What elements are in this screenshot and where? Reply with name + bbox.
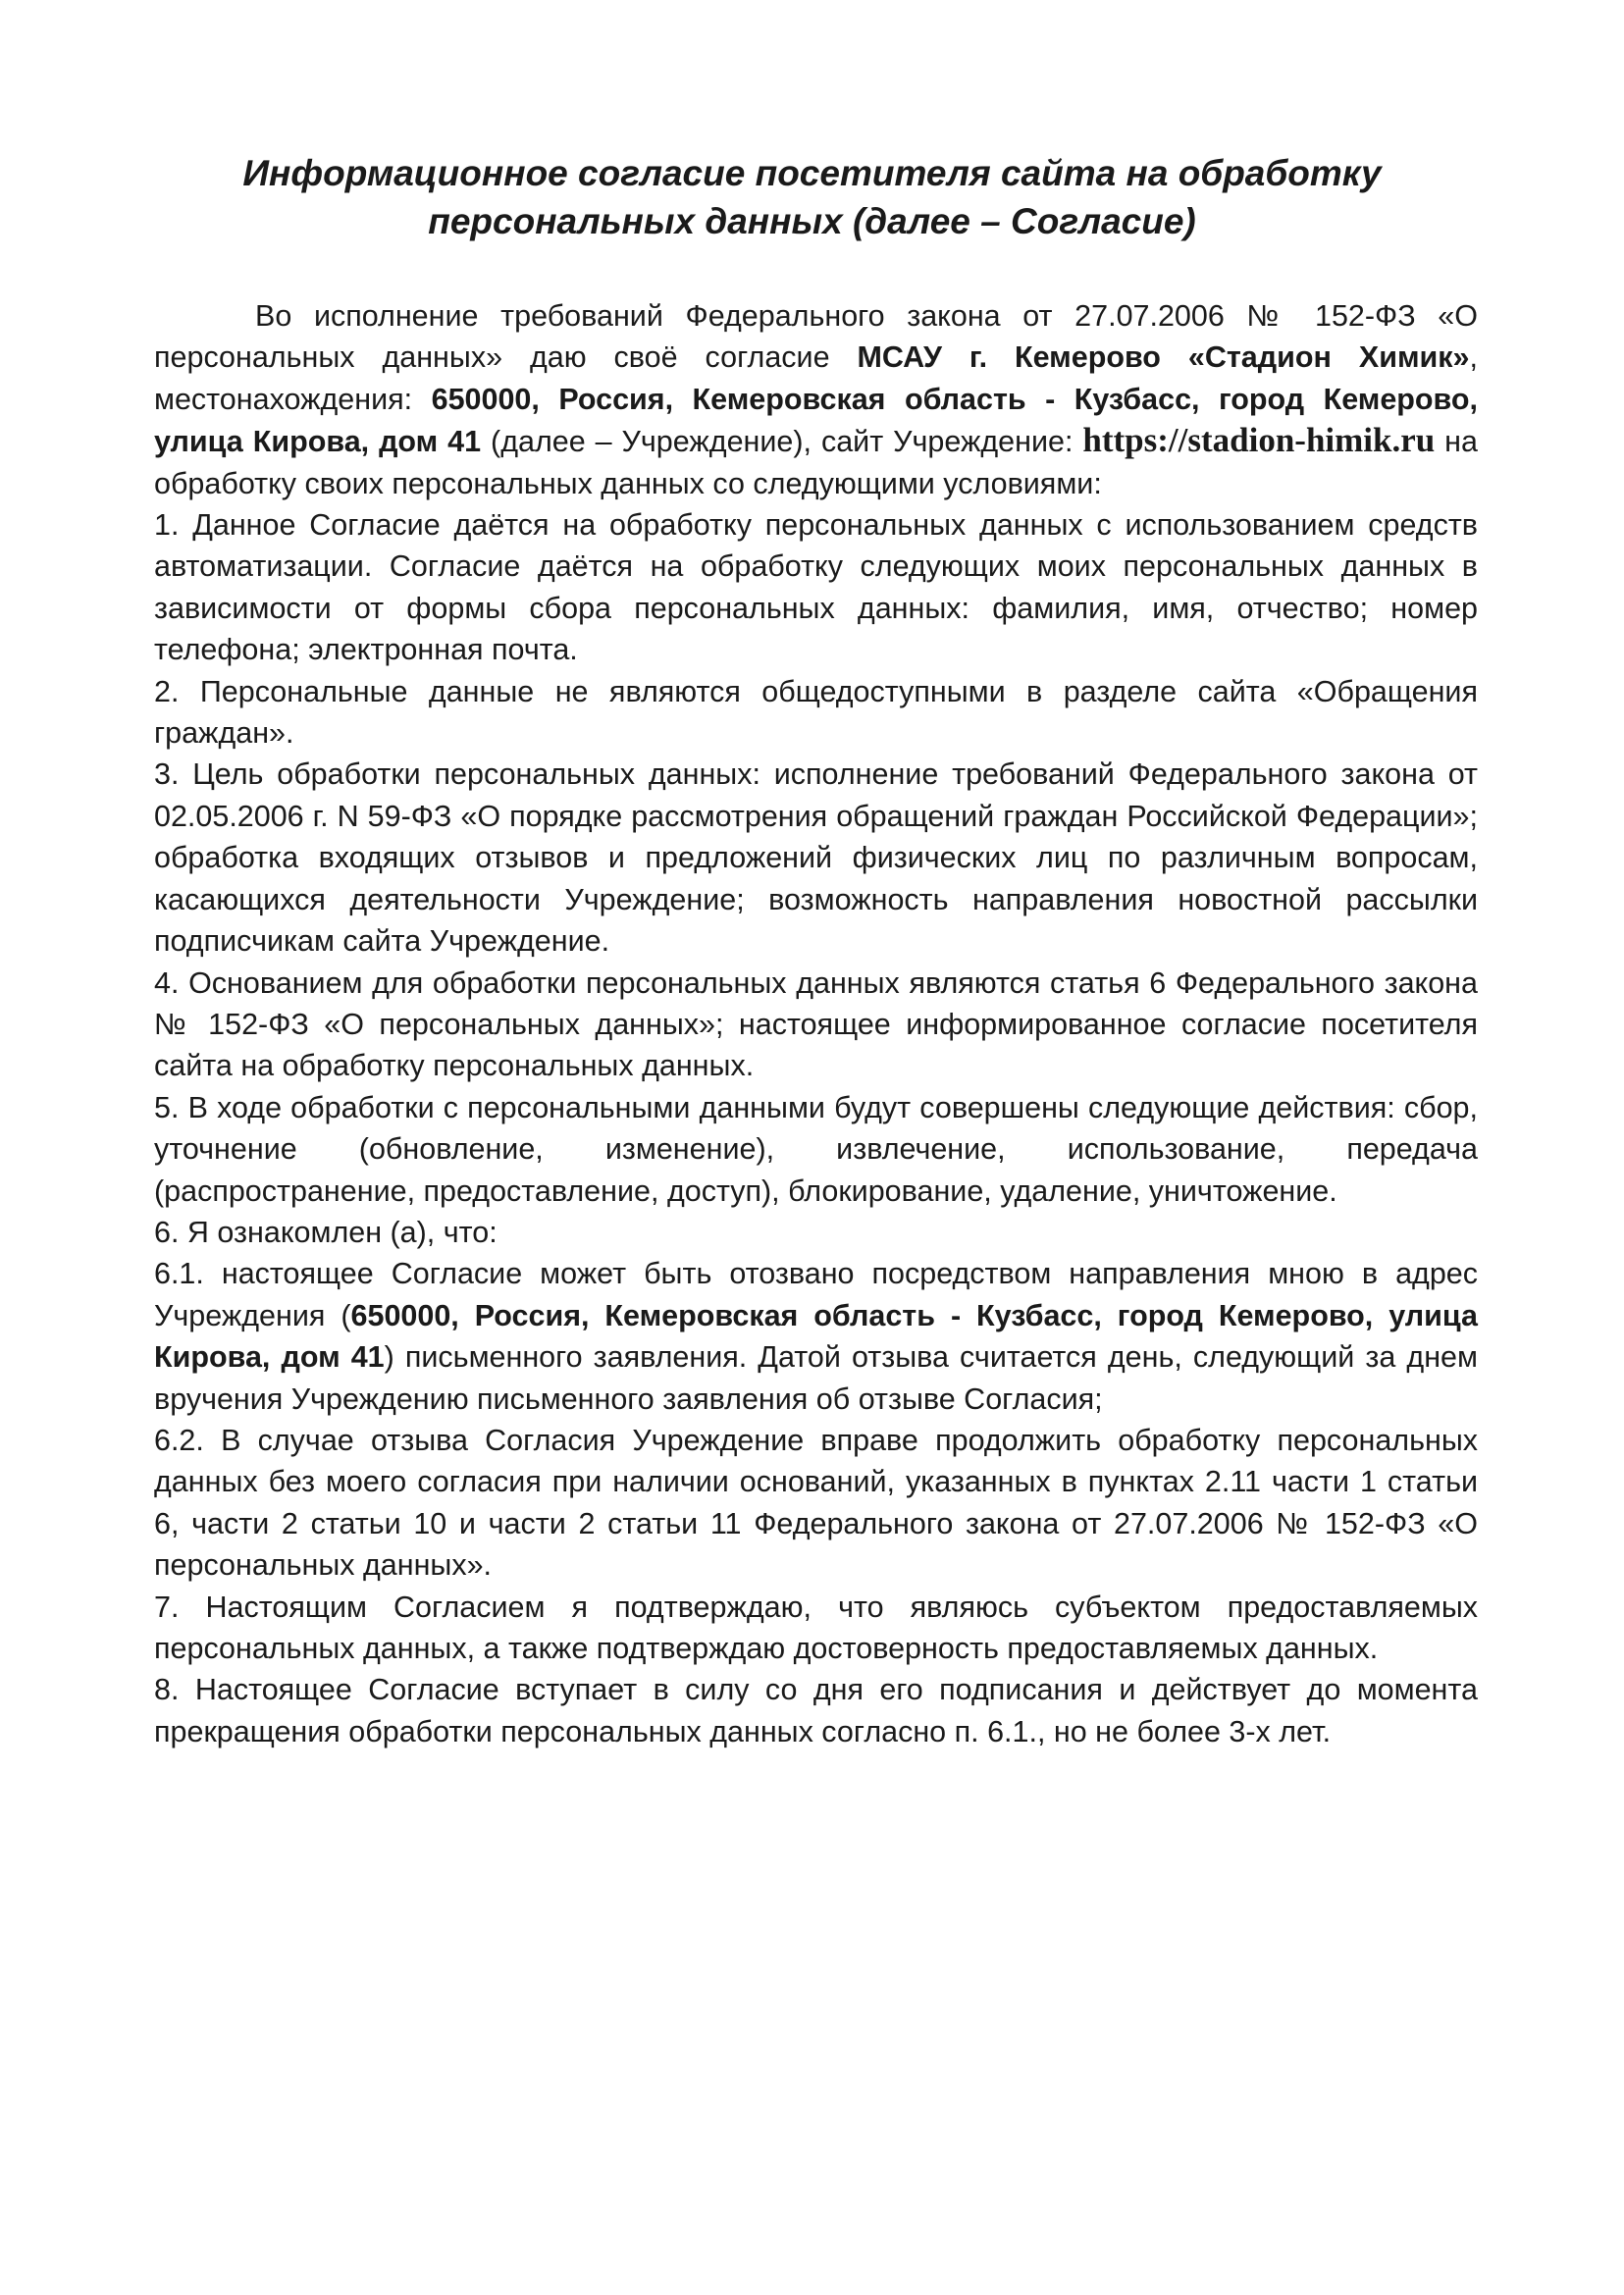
clause-6-1-text-a: 6.1. настоящее Согласие может быть отозвано посредством направления мною в адрес Учреждения (: [154, 1257, 1478, 1332]
intro-text-4: на обработку своих персональных данных со следующими условиями:: [154, 425, 1478, 500]
document-title: [147, 149, 1477, 245]
clause-6-1-address: 650000, Россия, Кемеровская область - Кузбасс, город Кемерово, улица Кирова, дом 41: [154, 1298, 1478, 1375]
site-url: https://stadion-himik.ru: [1082, 421, 1436, 460]
intro-text-1: Во исполнение требований Федерального закона от 27.07.2006 № 152-ФЗ «О персональных данных» даю своё согласие: [154, 299, 1478, 375]
clause-6-1: [154, 1253, 1478, 1420]
title-line-2: персональных данных (далее – Согласие): [428, 201, 1196, 241]
clause-8: 8. Настоящее Согласие вступает в силу со дня его подписания и действует до момента прекращения обработки персональных данных согласно п. 6.1., но не более 3-х лет.: [154, 1673, 1478, 1748]
clause-6-1-text-b: ) письменного заявления. Датой отзыва считается день, следующий за днем вручения Учреждению письменного заявления об отзыве Согласия;: [154, 1340, 1478, 1416]
intro-text-3: (далее – Учреждение), сайт Учреждение:: [481, 425, 1083, 459]
clause-4: 4. Основанием для обработки персональных данных являются статья 6 Федерального закона № 152-ФЗ «О персональных данных»; настоящее информированное согласие посетителя сайта на обработку персональных данных.: [154, 965, 1478, 1083]
clause-6-2: 6.2. В случае отзыва Согласия Учреждение вправе продолжить обработку персональных данных без моего согласия при наличии оснований, указанных в пунктах 2.11 части 1 статьи 6, части 2 статьи 10 и части 2 статьи 11 Федерального закона от 27.07.2006 № 152-ФЗ «О персональных данных».: [154, 1423, 1478, 1583]
intro-text-2: , местонахождения:: [154, 340, 1478, 416]
clause-7: 7. Настоящим Согласием я подтверждаю, что являюсь субъектом предоставляемых персональных данных, а также подтверждаю достоверность предоставляемых данных.: [154, 1590, 1478, 1665]
clause-2: 2. Персональные данные не являются общедоступными в разделе сайта «Обращения граждан».: [154, 674, 1478, 751]
clause-1: 1. Данное Согласие даётся на обработку персональных данных с использованием средств автоматизации. Согласие даётся на обработку следующих моих персональных данных в зависимости от формы сбора персональных данных: фамилия, имя, отчество; номер телефона; электронная почта.: [154, 508, 1478, 667]
clause-6: 6. Я ознакомлен (а), что:: [154, 1215, 498, 1249]
organization-name: МСАУ г. Кемерово «Стадион Химик»: [857, 340, 1470, 375]
clause-5: 5. В ходе обработки с персональными данными будут совершены следующие действия: сбор, уточнение (обновление, изменение), извлечение, использование, передача (распространение, предоставление, доступ), блокирование, удаление, уничтожение.: [154, 1090, 1478, 1208]
organization-address: 650000, Россия, Кемеровская область - Кузбасс, город Кемерово, улица Кирова, дом 41: [154, 382, 1478, 459]
document-body: [154, 295, 1478, 1752]
title-line-1: Информационное согласие посетителя сайта на обработку: [242, 153, 1382, 193]
clause-3: 3. Цель обработки персональных данных: исполнение требований Федерального закона от 02.05.2006 г. N 59-ФЗ «О порядке рассмотрения обращений граждан Российской Федерации»; обработка входящих отзывов и предложений физических лиц по различным вопросам, касающихся деятельности Учреждение; возможность направления новостной рассылки подписчикам сайта Учреждение.: [154, 757, 1478, 959]
intro-paragraph: [154, 295, 1478, 504]
